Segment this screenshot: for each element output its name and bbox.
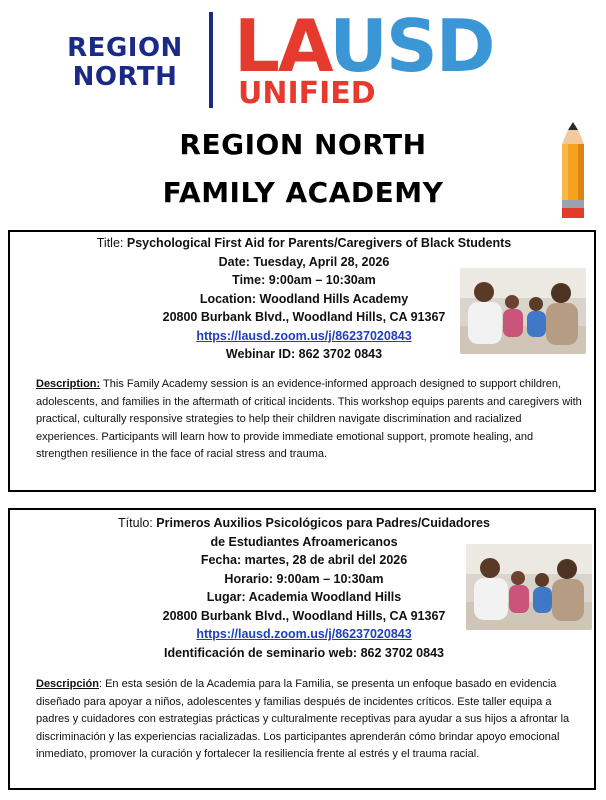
page-title-line2: FAMILY ACADEMY bbox=[162, 176, 444, 209]
fecha-label: Fecha: bbox=[200, 553, 242, 567]
titulo-label: Título: bbox=[118, 516, 153, 530]
seminario-line bbox=[10, 644, 598, 663]
lausd-logo bbox=[234, 6, 493, 86]
event-time: 9:00am – 10:30am bbox=[268, 273, 376, 287]
direccion: 20800 Burbank Blvd., Woodland Hills, CA 91367 bbox=[162, 608, 446, 623]
title-label: Title: bbox=[96, 236, 124, 250]
horario-value: 9:00am – 10:30am bbox=[276, 571, 384, 586]
description-text: This Family Academy session is an evidence-informed approach designed to support children, adolescents, and families in the aftermath of critical incidents. This workshop equips parents and caregivers with practical, culturally responsive strategies to help their children navigate discrimination and racialized experiences. Participants will learn how to provide immediate emotional support, promote healing, and strengthen resilience in the face of racial stress and trauma. bbox=[36, 378, 582, 460]
webinar-label: Webinar ID: bbox=[225, 347, 296, 361]
event-location: Woodland Hills Academy bbox=[259, 291, 409, 306]
event-box-english bbox=[8, 230, 596, 492]
time-label: Time: bbox=[232, 273, 266, 287]
description-label: Description: bbox=[36, 378, 101, 390]
lausd-unified-text: UNIFIED bbox=[238, 76, 376, 111]
date-label: Date: bbox=[218, 254, 250, 269]
webinar-id: 862 3702 0843 bbox=[298, 347, 383, 361]
descripcion-text: : En esta sesión de la Academia para la Familia, se presenta un enfoque basado en evidencia diseñado para apoyar a niños, adolescentes y familias después de incidentes críticos. Este taller equipa a padres y cuidadores con estrategias prácticas y culturalmente receptivas para ayudar a sus hijos a afrontar la discriminación y las experiencias racializadas. Los participantes aprenderán cómo brindar apoyo emocional inmediato, promover la curación y fortalecer la resiliencia frente al estrés y el trauma racial. bbox=[36, 678, 570, 760]
event-date: Tuesday, April 28, 2026 bbox=[253, 254, 390, 269]
zoom-link[interactable]: https://lausd.zoom.us/j/86237020843 bbox=[196, 328, 412, 343]
event-address: 20800 Burbank Blvd., Woodland Hills, CA 91367 bbox=[162, 310, 446, 324]
lausd-logo-la: LA bbox=[234, 4, 330, 88]
region-logo-line2: NORTH bbox=[72, 62, 178, 92]
family-photo bbox=[460, 268, 586, 354]
lugar-label: Lugar: bbox=[206, 590, 246, 604]
seminario-label: Identificación de seminario web: bbox=[163, 645, 358, 660]
titulo-line1 bbox=[10, 514, 598, 533]
zoom-link-es[interactable]: https://lausd.zoom.us/j/86237020843 bbox=[196, 627, 412, 641]
header-logos bbox=[0, 4, 606, 115]
family-photo-es bbox=[466, 544, 592, 630]
descripcion-label: Descripción bbox=[36, 678, 99, 690]
event-description-es bbox=[36, 676, 584, 764]
lausd-logo-usd: USD bbox=[329, 4, 494, 88]
pencil-icon bbox=[559, 122, 587, 218]
titulo-value-line1: Primeros Auxilios Psicológicos para Padres/Cuidadores bbox=[156, 516, 490, 530]
event-title-line bbox=[10, 234, 598, 253]
location-label: Location: bbox=[199, 291, 257, 306]
region-north-logo bbox=[60, 34, 190, 92]
fecha-value: martes, 28 de abril del 2026 bbox=[244, 553, 408, 567]
horario-label: Horario: bbox=[224, 571, 274, 586]
titulo-value-line2: de Estudiantes Afroamericanos bbox=[210, 534, 398, 549]
region-logo-line1: REGION bbox=[67, 33, 183, 63]
event-title: Psychological First Aid for Parents/Caregivers of Black Students bbox=[126, 236, 512, 250]
seminario-id: 862 3702 0843 bbox=[360, 645, 444, 660]
event-box-spanish bbox=[8, 508, 596, 790]
event-description bbox=[36, 376, 584, 464]
logo-divider bbox=[209, 12, 213, 108]
lugar-value: Academia Woodland Hills bbox=[248, 590, 402, 604]
page-title-line1: REGION NORTH bbox=[179, 128, 427, 161]
